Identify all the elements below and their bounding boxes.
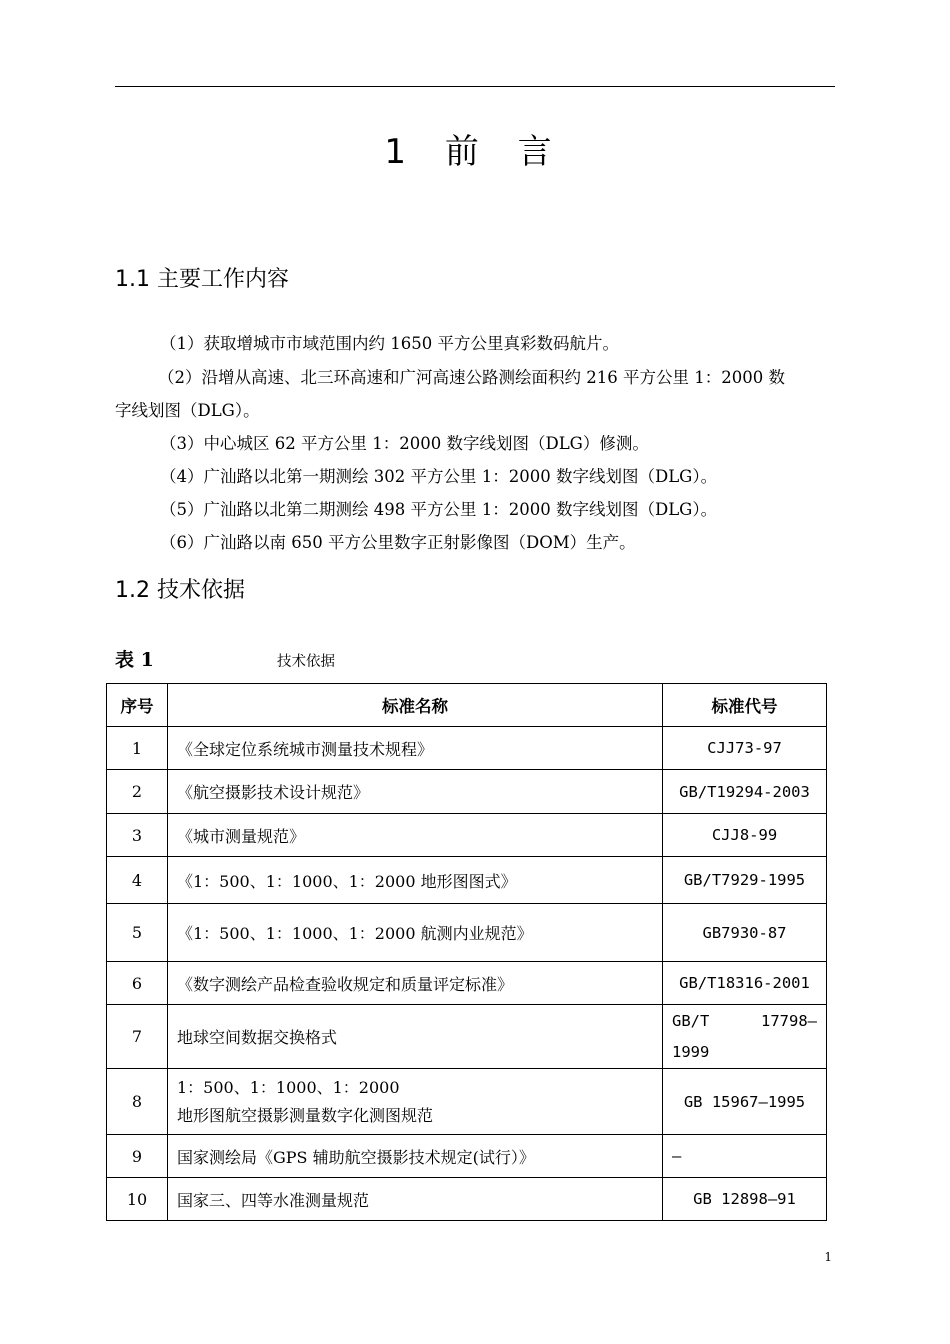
row-code: GB 12898—91 <box>663 1178 827 1221</box>
table-row <box>107 904 827 962</box>
table-row <box>107 1005 827 1069</box>
work-item-5: （5）广汕路以北第二期测绘 498 平方公里 1：2000 数字线划图（DLG）。 <box>160 500 718 519</box>
row-code: GB7930-87 <box>663 904 827 962</box>
row-code: GB 15967—1995 <box>663 1069 827 1135</box>
table-row <box>107 962 827 1005</box>
work-item-3: （3）中心城区 62 平方公里 1：2000 数字线划图（DLG）修测。 <box>160 434 649 453</box>
row-no: 5 <box>107 904 168 962</box>
row-code: CJJ8-99 <box>663 814 827 857</box>
row-name: 《全球定位系统城市测量技术规程》 <box>168 727 663 770</box>
row-no: 7 <box>107 1005 168 1069</box>
work-item-2: （2）沿增从高速、北三环高速和广河高速公路测绘面积约 216 平方公里 1：2000 数 <box>158 368 785 387</box>
row-code: GB/T7929-1995 <box>663 857 827 904</box>
work-item-6: （6）广汕路以南 650 平方公里数字正射影像图（DOM）生产。 <box>160 533 636 552</box>
row-no: 6 <box>107 962 168 1005</box>
row-name: 《1：500、1：1000、1：2000 航测内业规范》 <box>168 904 663 962</box>
row-code-line1 <box>672 1006 817 1037</box>
row-name-line1: 1：500、1：1000、1：2000 <box>177 1077 400 1097</box>
work-item-1: （1）获取增城市市域范围内约 1650 平方公里真彩数码航片。 <box>160 334 619 353</box>
row-code <box>663 1005 827 1069</box>
row-code: — <box>663 1135 827 1178</box>
row-code-number: 17798— <box>761 1011 817 1030</box>
row-code-prefix: GB/T <box>672 1011 710 1030</box>
row-no: 4 <box>107 857 168 904</box>
page-number: 1 <box>824 1250 832 1264</box>
table-row <box>107 770 827 814</box>
table-title: 技术依据 <box>277 654 335 670</box>
section-heading-1-1: 1.1 主要工作内容 <box>115 267 289 292</box>
row-name: 国家三、四等水准测量规范 <box>168 1178 663 1221</box>
row-name-line2: 地形图航空摄影测量数字化测图规范 <box>177 1105 434 1125</box>
work-item-2-cont: 字线划图（DLG）。 <box>115 401 260 420</box>
standards-table <box>106 683 827 1221</box>
table-row <box>107 1178 827 1221</box>
table-row <box>107 814 827 857</box>
row-name: 《航空摄影技术设计规范》 <box>168 770 663 814</box>
table-row <box>107 1069 827 1135</box>
section-heading-1-2: 1.2 技术依据 <box>115 578 245 603</box>
row-no: 8 <box>107 1069 168 1135</box>
table-header-row <box>107 684 827 727</box>
row-no: 3 <box>107 814 168 857</box>
row-name: 地球空间数据交换格式 <box>168 1005 663 1069</box>
row-no: 1 <box>107 727 168 770</box>
row-code: CJJ73-97 <box>663 727 827 770</box>
row-code: GB/T18316-2001 <box>663 962 827 1005</box>
chapter-title: 1 前 言 <box>384 132 566 172</box>
table-row <box>107 727 827 770</box>
row-name: 《1：500、1：1000、1：2000 地形图图式》 <box>168 857 663 904</box>
row-no: 2 <box>107 770 168 814</box>
header-name: 标准名称 <box>168 684 663 727</box>
table-row <box>107 1135 827 1178</box>
row-name <box>168 1069 663 1135</box>
row-code: GB/T19294-2003 <box>663 770 827 814</box>
row-name: 《城市测量规范》 <box>168 814 663 857</box>
work-item-4: （4）广汕路以北第一期测绘 302 平方公里 1：2000 数字线划图（DLG）。 <box>160 467 718 486</box>
table-label: 表 1 <box>115 649 154 671</box>
table-row <box>107 857 827 904</box>
header-code: 标准代号 <box>663 684 827 727</box>
row-no: 9 <box>107 1135 168 1178</box>
header-no: 序号 <box>107 684 168 727</box>
row-code-year: 1999 <box>672 1042 710 1061</box>
row-no: 10 <box>107 1178 168 1221</box>
header-rule <box>115 86 835 87</box>
row-name: 国家测绘局《GPS 辅助航空摄影技术规定(试行）》 <box>168 1135 663 1178</box>
row-name: 《数字测绘产品检查验收规定和质量评定标准》 <box>168 962 663 1005</box>
